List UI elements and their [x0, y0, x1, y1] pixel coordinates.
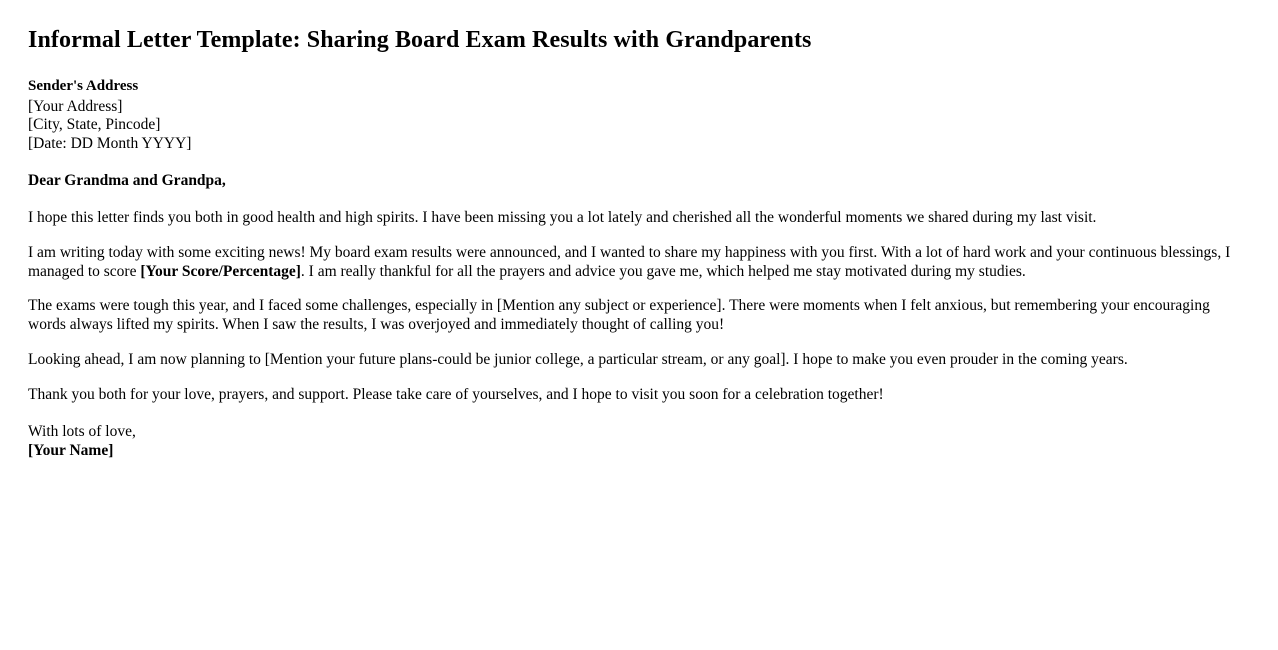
body-paragraph — [28, 209, 1250, 228]
page-title: Informal Letter Template: Sharing Board Exam Results with Grandparents — [28, 27, 812, 53]
paragraph-emphasis: [Your Score/Percentage] — [140, 262, 301, 280]
body-paragraph — [28, 351, 1250, 370]
paragraph-text: I hope this letter finds you both in good health and high spirits. I have been missing you a lot lately and cherished all the wonderful moments we shared during my last visit. — [28, 208, 1097, 226]
paragraph-text: Thank you both for your love, prayers, and support. Please take care of yourselves, and I hope to visit you soon for a celebration together! — [28, 386, 884, 404]
paragraph-text: I am writing today with some exciting news! My board exam results were announced, and I wanted to share my happiness with you first. With a lot of hard work and your continuous blessings, I managed to score — [28, 243, 1231, 280]
sender-address-line: [Your Address] — [28, 97, 123, 115]
body-paragraph — [28, 386, 1250, 405]
paragraph-text: Looking ahead, I am now planning to [Mention your future plans-could be junior college, a particular stream, or any goal]. I hope to make you even prouder in the coming years. — [28, 351, 1128, 369]
signature-name: [Your Name] — [28, 441, 114, 459]
sender-address-line: [Date: DD Month YYYY] — [28, 134, 192, 152]
sender-address-heading: Sender's Address — [28, 77, 139, 94]
paragraph-text: The exams were tough this year, and I faced some challenges, especially in [Mention any subject or experience]. There were moments when I felt anxious, but remembering your encouraging words always lifted my spirits. When I saw the results, I was overjoyed and immediately thought of calling you! — [28, 297, 1210, 334]
closing-block — [28, 423, 1250, 460]
paragraph-text-tail: . I am really thankful for all the prayers and advice you gave me, which helped me stay motivated during my studies. — [300, 262, 1026, 280]
body-paragraph — [28, 297, 1250, 335]
body-paragraph — [28, 244, 1250, 282]
salutation: Dear Grandma and Grandpa, — [28, 172, 226, 190]
closing-line: With lots of love, — [28, 423, 136, 441]
sender-address-block — [28, 77, 1250, 154]
sender-address-line: [City, State, Pincode] — [28, 116, 161, 134]
